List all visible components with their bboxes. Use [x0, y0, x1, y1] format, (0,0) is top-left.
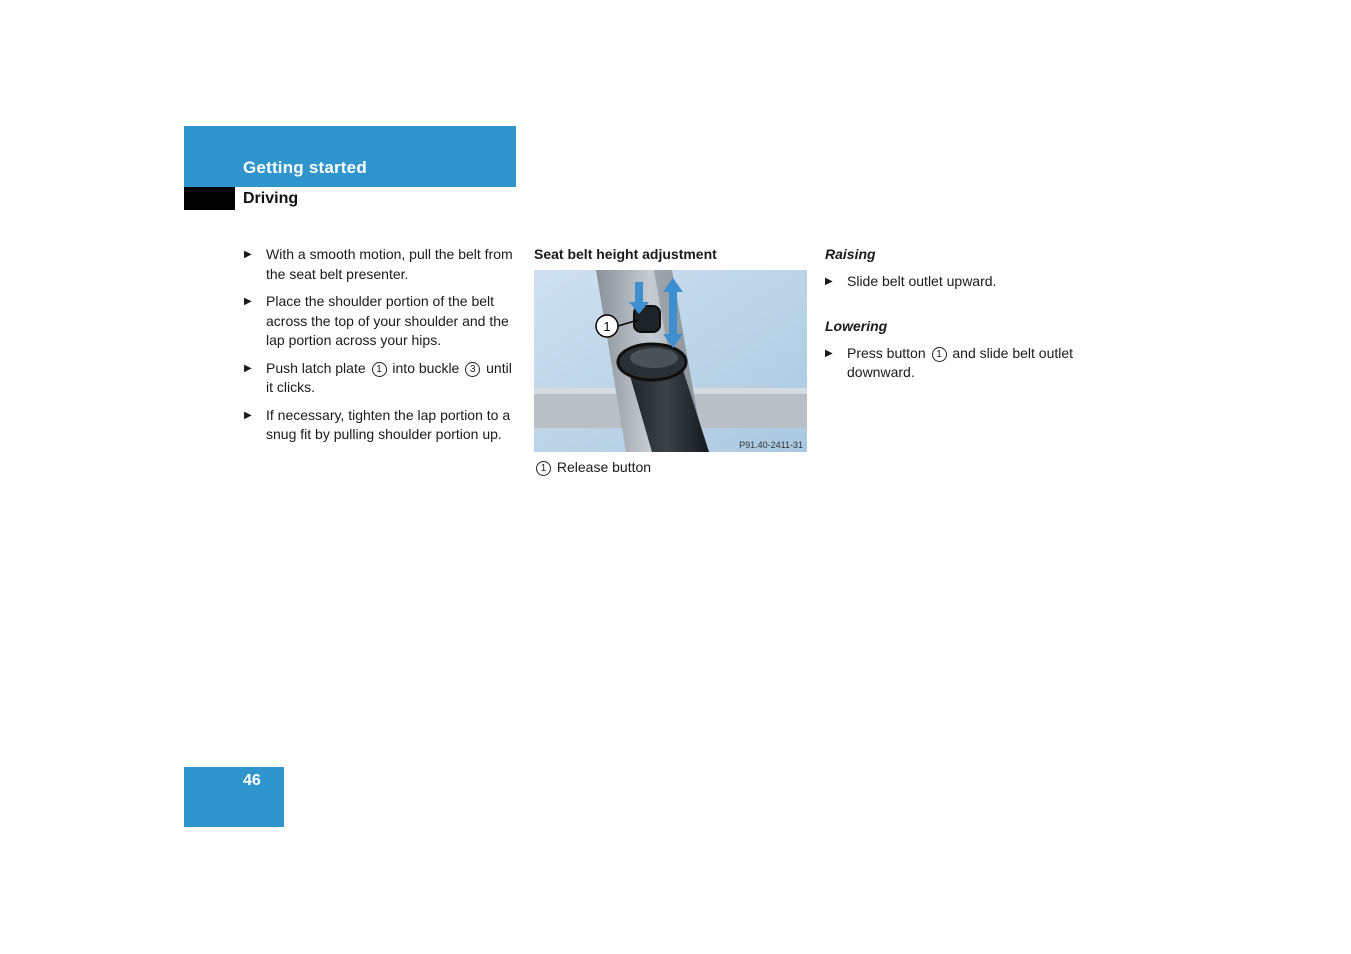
figure-heading: Seat belt height adjustment — [534, 246, 717, 262]
triangle-right-icon: ▶ — [244, 296, 252, 307]
list-item: ▶ Press button 1 and slide belt outlet downward. — [825, 344, 1074, 380]
callout-ref: 1 — [372, 362, 387, 377]
page-number: 46 — [243, 772, 261, 789]
list-item: ▶ Place the shoulder portion of the belt across the top of your shoulder and the lap portion across your hips. — [244, 293, 509, 348]
page-number-box — [184, 767, 284, 827]
callout-ref: 1 — [536, 461, 551, 476]
triangle-right-icon: ▶ — [244, 409, 252, 421]
section-title: Getting started — [243, 158, 367, 177]
triangle-right-icon: ▶ — [825, 347, 833, 359]
figure-callout: 1 — [603, 318, 611, 334]
raising-heading: Raising — [825, 246, 876, 262]
figure-caption: 1 Release button — [534, 458, 808, 478]
figure-column — [534, 245, 808, 477]
adjustment-column — [825, 245, 1105, 391]
seat-belt-illustration — [534, 270, 807, 452]
figure-code: P91.40-2411-31 — [739, 439, 803, 450]
lowering-heading: Lowering — [825, 318, 888, 334]
triangle-right-icon: ▶ — [244, 362, 252, 374]
triangle-right-icon: ▶ — [825, 275, 833, 287]
triangle-right-icon: ▶ — [244, 249, 252, 260]
instructions-column — [244, 245, 519, 453]
list-item: ▶ If necessary, tighten the lap portion to a snug fit by pulling shoulder portion up. — [244, 406, 511, 442]
callout-ref: 1 — [932, 347, 947, 362]
list-item: ▶ Push latch plate 1 into buckle 3 until it clicks. — [244, 359, 512, 395]
list-item: ▶ Slide belt outlet upward. — [825, 272, 1105, 292]
callout-ref: 3 — [465, 362, 480, 377]
subsection-title: Driving — [243, 190, 299, 207]
section-marker-tab — [184, 187, 235, 210]
list-item: ▶ With a smooth motion, pull the belt from the seat belt presenter. — [244, 246, 513, 282]
